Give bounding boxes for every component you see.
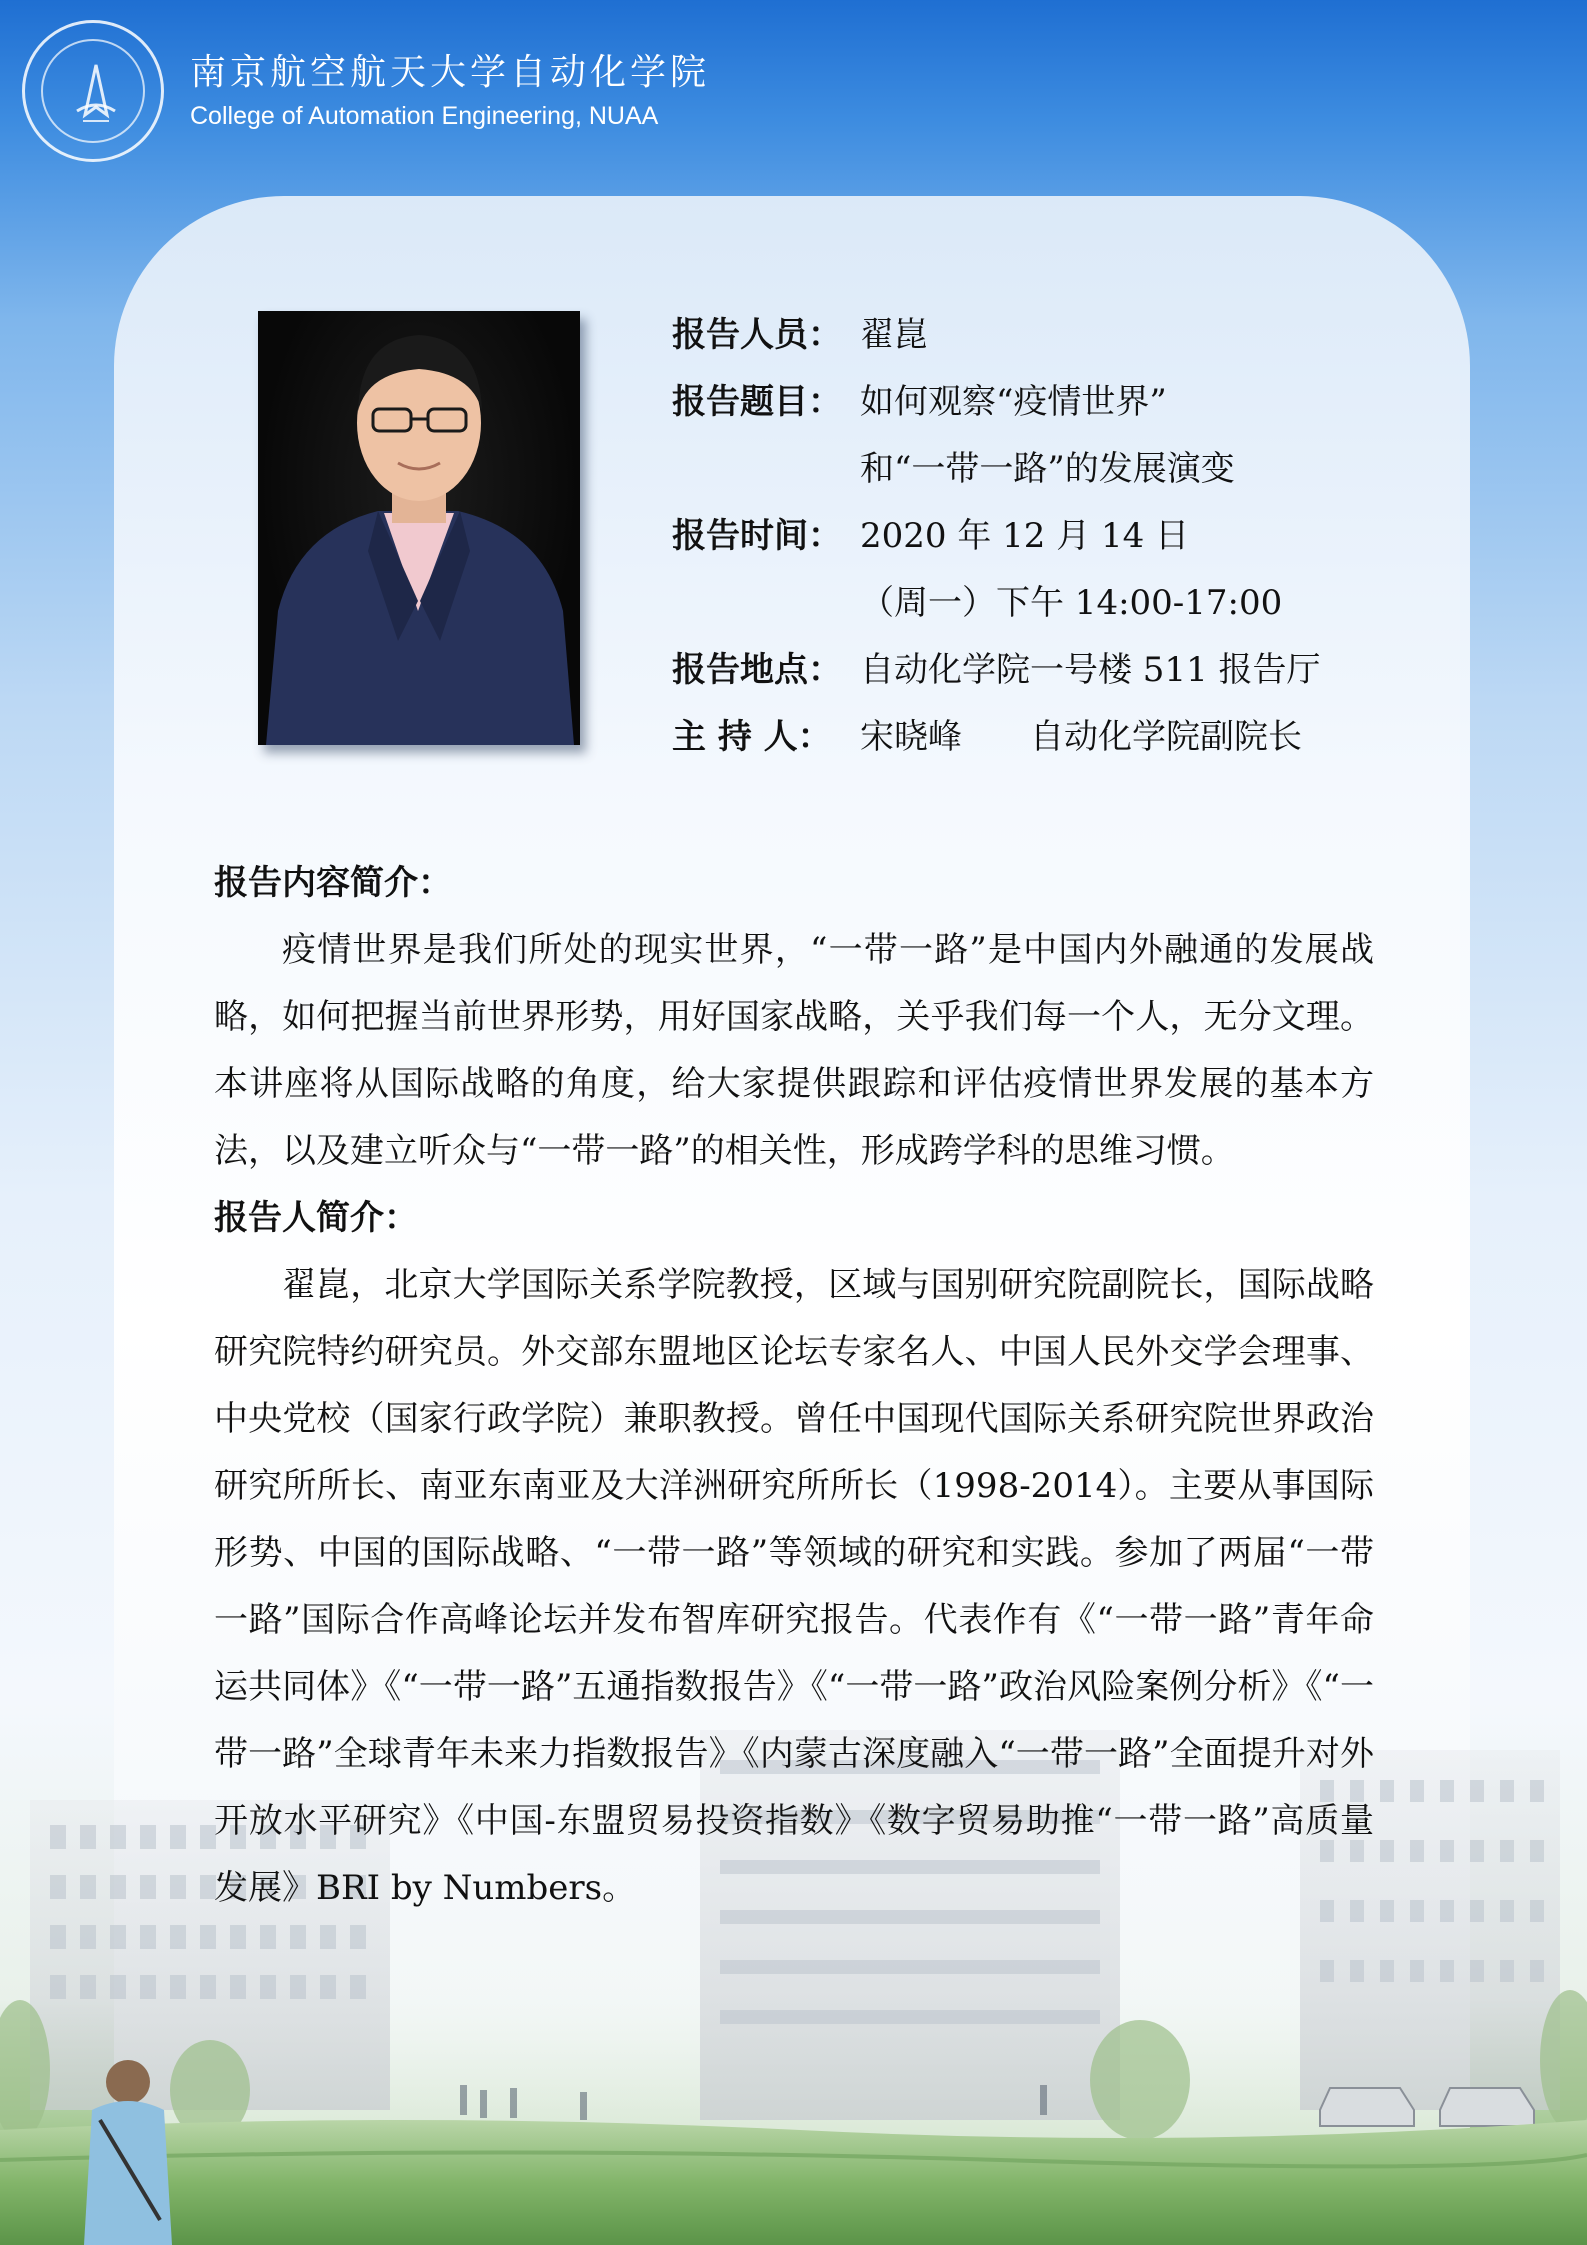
topic-line-1: 如何观察“疫情世界” xyxy=(860,382,1167,422)
time-line-2: （周一）下午 14:00-17:00 xyxy=(860,583,1283,623)
host-row xyxy=(672,704,1321,771)
host-value: 宋晓峰 自动化学院副院长 xyxy=(860,717,1302,757)
bio-paragraph: 翟崑，北京大学国际关系学院教授，区域与国别研究院副院长，国际战略研究院特约研究员。外交部东盟地区论坛专家名人、中国人民外交学会理事、中央党校（国家行政学院）兼职教授。曾任中国现代国际关系研究院世界政治研究所所长、南亚东南亚及大洋洲研究所所长（1998-2014）。主要从事国际形势、中国的国际战略、“一带一路”等领域的研究和实践。参加了两届“一带一路”国际合作高峰论坛并发布智库研究报告。代表作有《“一带一路”青年命运共同体》《“一带一路”五通指数报告》《“一带一路”政治风险案例分析》《“一带一路”全球青年未来力指数报告》《内蒙古深度融入“一带一路”全面提升对外开放水平研究》《中国-东盟贸易投资指数》《数字贸易助推“一带一路”高质量发展》BRI by Numbers。 xyxy=(214,1265,1374,1908)
venue-value: 自动化学院一号楼 511 报告厅 xyxy=(860,650,1321,690)
lecture-info xyxy=(672,302,1321,771)
topic-label: 报告题目： xyxy=(672,382,842,422)
speaker-label: 报告人员： xyxy=(672,315,842,355)
time-row-continued xyxy=(672,570,1321,637)
university-seal-logo xyxy=(22,20,164,162)
venue-row xyxy=(672,637,1321,704)
venue-label: 报告地点： xyxy=(672,650,842,690)
time-line-1: 2020 年 12 月 14 日 xyxy=(860,516,1190,556)
time-label: 报告时间： xyxy=(672,516,842,556)
bio-heading: 报告人简介： xyxy=(214,1198,418,1238)
header xyxy=(22,16,710,166)
host-label: 主 持 人： xyxy=(672,717,832,757)
school-name-en: College of Automation Engineering, NUAA xyxy=(190,102,659,131)
time-row xyxy=(672,503,1321,570)
school-name-cn: 南京航空航天大学自动化学院 xyxy=(190,51,711,93)
abstract-paragraph: 疫情世界是我们所处的现实世界，“一带一路”是中国内外融通的发展战略，如何把握当前世界形势，用好国家战略，关乎我们每一个人，无分文理。本讲座将从国际战略的角度，给大家提供跟踪和评估疫情世界发展的基本方法，以及建立听众与“一带一路”的相关性，形成跨学科的思维习惯。 xyxy=(214,930,1374,1171)
speaker-name: 翟崑 xyxy=(860,315,928,355)
speaker-portrait-photo xyxy=(258,311,580,745)
speaker-row xyxy=(672,302,1321,369)
lecture-content xyxy=(214,850,1374,1922)
topic-row-continued xyxy=(672,436,1321,503)
abstract-heading: 报告内容简介： xyxy=(214,863,452,903)
topic-row xyxy=(672,369,1321,436)
topic-line-2: 和“一带一路”的发展演变 xyxy=(860,449,1235,489)
seal-emblem-icon xyxy=(25,23,167,165)
